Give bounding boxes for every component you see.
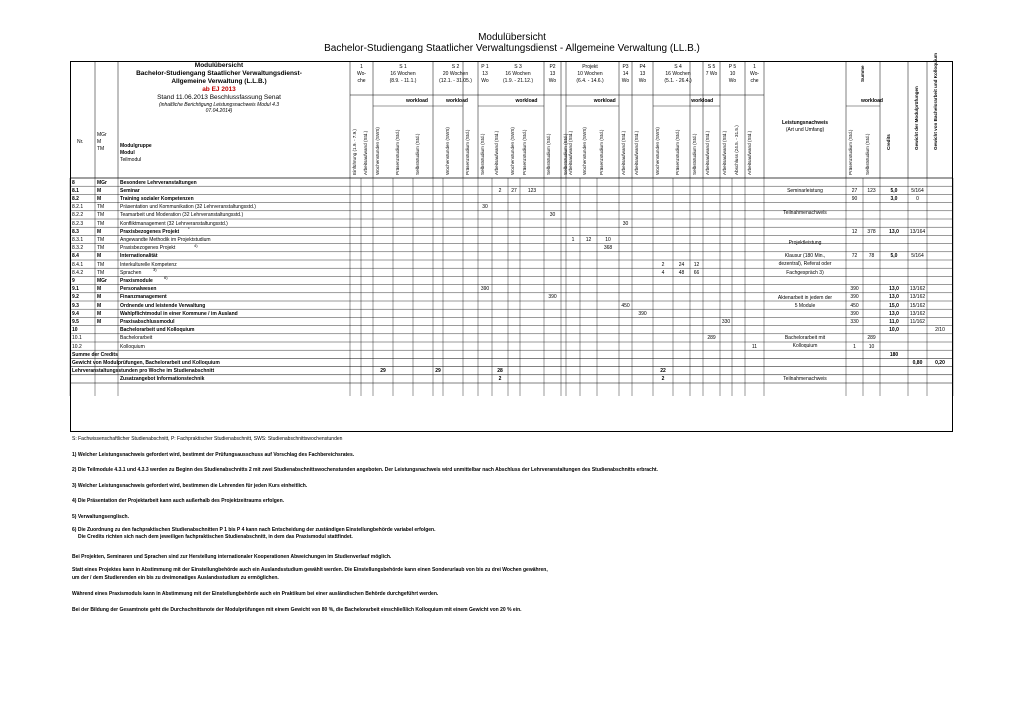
row-value-p4: 390 (638, 310, 647, 317)
row-value-credits: 5,0 (890, 187, 898, 194)
row-value-w2: 11 (751, 343, 758, 350)
ln-aktenarbeit-2: 5 Module (794, 303, 816, 309)
row-name: Personalwesen (120, 286, 157, 293)
row-value-pj_ss: 368 (603, 245, 613, 252)
phase-header-12-l3: Wo (728, 78, 737, 84)
row-value-sum_pr: 330 (850, 318, 859, 325)
column-header-vertical: Arbeitsaufwand (Std.) (747, 130, 752, 175)
row-kind: M (97, 318, 102, 325)
row-value-gew: 13/164 (909, 228, 926, 235)
ln-bachelorarbeit-2: Kolloquium (792, 343, 818, 349)
header-modul: Modul (120, 150, 135, 156)
phase-header-6-l3: Wo (548, 78, 557, 84)
row-value-gew: 11/162 (910, 318, 925, 325)
row-value-s3_pr: 27 (511, 187, 517, 194)
row-name: Konfliktmanagement (32 Lehrveranstaltungsstd.) (120, 220, 228, 227)
ln-klausur-3: Fachgespräch 3) (786, 270, 824, 277)
table-header-stand: Stand 11.06.2013 Beschlussfassung Senat (157, 94, 281, 101)
row-nr: 8.3.1 (72, 236, 84, 243)
phase-header-10-l2: 16 Wochen (665, 71, 691, 77)
phase-header-6-l1: P2 (549, 64, 556, 70)
row-name: Bachelorarbeit und Kolloquium (120, 327, 195, 334)
row-nr: 8.2.3 (72, 220, 84, 227)
phase-header-9-l1: P4 (639, 64, 646, 70)
column-header-vertical: Präsenzstudium (Std.) (599, 129, 604, 175)
row-nr: 9.5 (72, 318, 79, 325)
column-header-vertical: Selbststudium (Std.) (415, 133, 420, 175)
header-mgr: MGr (97, 132, 107, 138)
row-name: Sprachen (120, 269, 142, 276)
header-credits: Credits (886, 134, 891, 150)
row-value-gew: 5/164 (911, 253, 924, 260)
row-kind: TM (97, 261, 105, 268)
phase-header-7-l1: Projekt (582, 64, 598, 70)
phase-header-5-l1: S 3 (514, 64, 522, 70)
row-value-credits: 13,0 (889, 228, 899, 235)
row-value-sum_ss: 78 (868, 253, 875, 260)
phase-header-3-l3: (12.1. - 31.05.) (439, 78, 472, 84)
column-header-vertical: Präsenzstudium (Std.) (395, 129, 400, 175)
row-name: Praxismodule (120, 277, 153, 284)
row-name: Praxisabschlussmodul (120, 318, 175, 325)
column-header-vertical: Arbeitsaufwand (Std.) (634, 130, 639, 175)
phase-header-1-l1: 1 (360, 64, 363, 70)
footnote: Statt eines Projektes kann in Abstimmung mit der Einstellungbehörde auch ein Auslandsstudium gewählt werden. Die Einstellungsbehörde kann einen Sonderurlaub von bis zu drei Wochen gewähren, (72, 567, 548, 573)
phase-header-2-l2: 16 Wochen (390, 71, 416, 77)
row-value-p2: 30 (549, 212, 556, 219)
summary-value: 28 (497, 368, 503, 375)
header-leistungsnachweis: Leistungsnachweis (781, 120, 829, 126)
row-value-s4_pr: 24 (678, 261, 685, 268)
summary-value: 0,20 (935, 359, 945, 366)
header-tm: TM (97, 146, 105, 152)
workload-label-1: workload (446, 98, 468, 104)
row-kind: TM (97, 220, 105, 227)
row-name: Seminar (120, 187, 140, 194)
ln-teilnahmenachweis: Teilnahmenachweis (783, 209, 827, 216)
row-nr: 9.3 (72, 302, 79, 309)
column-header-vertical: Selbststudium (Std.) (692, 133, 697, 175)
row-nr: 10.2 (72, 343, 82, 350)
row-value-credits: 13,0 (889, 294, 899, 301)
footnote: 4) Die Präsentation der Projektarbeit kann auch außerhalb des Projektzeitraums erfolgen. (72, 498, 285, 504)
column-header-vertical: Präsenzstudium (Std.) (675, 129, 680, 175)
phase-header-4-l2: 13 (482, 71, 488, 77)
row-nr: 8.2 (72, 195, 79, 202)
column-header-vertical: Wochenstunden (SWS) (655, 127, 660, 175)
phase-header-2-l3: (8.9. - 11.1.) (389, 78, 417, 84)
row-value-sum_pr: 1 (853, 343, 856, 350)
table-header-subtitle-1: Bachelor-Studiengang Staatlicher Verwaltungsdienst- (136, 70, 302, 77)
row-kind: TM (97, 269, 105, 276)
phase-header-8-l1: P3 (622, 64, 629, 70)
row-nr: 9.2 (72, 294, 79, 301)
summary-value: 0,80 (912, 359, 923, 366)
phase-header-1-l3: che (357, 78, 366, 84)
summary-value: 29 (380, 368, 386, 375)
row-value-p2: 390 (548, 294, 557, 301)
phase-header-11-l1: S 5 (707, 64, 716, 70)
column-header-vertical: Einführung (1.9. - 7.9.) (352, 129, 357, 175)
row-value-pj_pr: 12 (585, 236, 592, 243)
row-nr: 8.4 (72, 253, 79, 260)
summary-value: 22 (660, 368, 666, 375)
row-value-pj_sws: 1 (571, 236, 575, 243)
table-header-stand-note-1: (inhaltliche Berichtigung Leistungsnachweis Modul 4.3 (158, 102, 280, 108)
summary-label: Summe der Credits (72, 351, 118, 358)
row-kind: M (97, 294, 102, 301)
row-value-sum_pr: 390 (850, 286, 859, 293)
phase-header-7-l2: 10 Wochen (577, 71, 603, 77)
phase-header-8-l3: Wo (621, 78, 630, 84)
column-header-vertical: Wochenstunden (SWS) (582, 127, 587, 175)
footnote: Während eines Praxismoduls kann in Abstimmung mit der Einstellungbehörde auch ein Praktikum bei einer ausländischen Behörde durchgeführt werden. (72, 591, 439, 597)
footnote: Bei der Bildung der Gesamtnote geht die Durchschnittsnote der Modulprüfungen mit einem Gewicht von 80 %, die Bachelorarbeit einschließlich Kolloquium mit einem Gewicht von 20 % ein. (72, 607, 522, 613)
row-kind: M (97, 253, 102, 260)
row-kind: M (97, 286, 102, 293)
header-modulgruppe: Modulgruppe (120, 143, 152, 149)
column-header-vertical: Arbeitsaufwand (Std.) (568, 130, 573, 175)
row-kind: MGr (97, 179, 107, 186)
row-nr: 8.4.2 (72, 269, 84, 276)
row-value-s4_sws: 2 (661, 261, 665, 268)
row-value-sum_pr: 390 (850, 294, 859, 301)
summary-label: Gewicht von Modulprüfungen, Bachelorarbeit und Kolloquium (72, 359, 220, 366)
phase-header-13-l3: che (750, 78, 759, 84)
phase-header-12-l2: 10 (729, 71, 736, 77)
row-name: Angewandte Methodik im Projektstudium (120, 236, 211, 243)
row-name: Teamarbeit und Moderation (32 Lehrveranstaltungsstd.) (120, 212, 244, 219)
row-kind: TM (97, 236, 105, 243)
phase-header-3-l1: S 2 (451, 64, 460, 70)
row-value-sum_ss: 10 (868, 343, 875, 350)
row-value-sum_pr: 12 (851, 228, 858, 235)
row-nr: 9.1 (72, 286, 79, 293)
column-header-vertical: Arbeitsaufwand (Std.) (705, 130, 710, 175)
row-name: Internationalität (120, 253, 158, 260)
row-value-sum_ss: 289 (867, 335, 876, 342)
row-value-sum_pr: 450 (850, 302, 859, 309)
row-value-s4_pr: 48 (678, 269, 685, 276)
header-summe: Summe (860, 65, 865, 82)
column-header-vertical: Abschluss (24.5. - 31.5.) (734, 125, 739, 175)
ln-aktenarbeit-1: Aktenarbeit in jedem der (777, 294, 833, 301)
row-value-p3: 30 (622, 220, 629, 227)
row-value-s3_sws: 2 (498, 187, 502, 194)
header-gewicht_bachelor: Gewicht von Bachelorarbeit und Kolloquium (933, 53, 938, 150)
row-kind: M (97, 228, 102, 235)
workload-label-5: workload (861, 98, 883, 104)
column-header-vertical: Arbeitsaufwand (Std.) (363, 130, 368, 175)
column-header-vertical: Selbststudium (Std.) (546, 133, 551, 175)
row-value-pj_ss: 10 (605, 236, 611, 243)
row-value-p3: 450 (621, 302, 630, 309)
row-name: Interkulturelle Kompetenz (120, 261, 177, 268)
row-name: Training sozialer Kompetenzen (120, 195, 194, 202)
row-value-credits: 3,0 (890, 195, 898, 202)
row-nr: 10 (72, 327, 78, 334)
header-leistungsnachweis-art: (Art und Umfang) (785, 127, 825, 133)
row-kind: TM (97, 204, 105, 211)
phase-header-6-l2: 13 (549, 71, 556, 77)
column-header-vertical: Wochenstunden (SWS) (445, 127, 450, 175)
row-kind: M (97, 195, 102, 202)
phase-header-11-l2: 7 Wo (705, 71, 718, 77)
row-value-gew: 13/162 (909, 294, 926, 301)
phase-header-10-l3: (5.1. - 26.4.) (664, 78, 692, 84)
footnote: S: Fachwissenschaftlicher Studienabschnitt, P: Fachpraktischer Studienabschnitt, SWS: Studienabschnittswochenstunden (72, 436, 343, 442)
row-value-p1: 30 (482, 204, 488, 211)
phase-header-1-l2: Wo- (356, 71, 367, 77)
row-value-credits: 11,0 (889, 318, 899, 325)
row-nr: 8.4.1 (72, 261, 84, 268)
phase-header-13-l2: Wo- (749, 71, 760, 77)
row-value-gew: 15/162 (909, 302, 926, 309)
row-kind: TM (97, 245, 105, 252)
footnote: 2) Die Teilmodule 4.3.1 und 4.3.3 werden zu Beginn des Studienabschnitts 2 mit zwei Studienabschnittswochenstunden angeboten. Der Leistungsnachweis wird unmittelbar nach Abschluss der Lehrveranstaltungen des Studienabschnitts erbracht. (72, 467, 658, 473)
row-value-gew: 5/164 (911, 187, 924, 194)
row-nr: 9.4 (72, 310, 79, 317)
row-kind: M (97, 302, 102, 309)
row-name: Kolloquium (120, 343, 145, 350)
ln-klausur-1: Klausur (180 Min., (784, 252, 826, 259)
column-header-vertical: Arbeitsaufwand (Std.) (494, 130, 499, 175)
row-name: Bachelorarbeit (120, 335, 153, 342)
ln-bachelorarbeit-1: Bachelorarbeit mit (784, 334, 826, 341)
row-value-s4_ss: 66 (693, 269, 700, 276)
row-value-s3_ss: 123 (527, 187, 537, 194)
row-value-gew: 13/162 (909, 310, 926, 317)
table-header-block (96, 62, 342, 114)
row-name: Finanzmanagement (120, 294, 167, 301)
sup-r9: 6) (164, 275, 168, 281)
phase-header-2-l1: S 1 (399, 64, 407, 70)
page-subtitle: Bachelor-Studiengang Staatlicher Verwaltungsdienst - Allgemeine Verwaltung (LL.B.) (324, 43, 700, 54)
footnote: 5) Verwaltungsenglisch. (72, 514, 129, 520)
phase-header-7-l3: (6.4. - 14.6.) (576, 78, 604, 84)
summary-label: Zusatzangebot Informationstechnik (120, 376, 205, 383)
ln-teilnahmenachweis-2: Teilnahmenachweis (783, 376, 827, 383)
column-header-vertical: Selbststudium (Std.) (480, 133, 485, 175)
row-nr: 9 (72, 277, 75, 284)
row-value-s4_sws: 4 (661, 269, 665, 276)
header-nr: Nr. (77, 139, 84, 145)
column-header-vertical: Selbststudium (Std.) (865, 133, 870, 175)
header-m: M (97, 139, 102, 145)
table-header-stand-note-2: 07.04.2014) (205, 108, 233, 114)
column-header-vertical: Präsenzstudium (Std.) (522, 129, 527, 175)
footnote: um der / dem Studierenden ein bis zu dreimonatiges Auslandsstudium zu ermöglichen. (72, 575, 279, 581)
row-value-s5: 289 (707, 335, 716, 342)
row-name: Ordnende und leistende Verwaltung (120, 302, 206, 309)
row-kind: M (97, 187, 102, 194)
column-header-vertical: Selbststudium (Std.) (563, 133, 568, 175)
column-header-vertical: Arbeitsaufwand (Std.) (722, 130, 727, 175)
row-name: Präsentation und Kommunikation (32 Lehrveranstaltungsstd.) (120, 204, 256, 211)
row-value-credits: 10,0 (889, 327, 899, 334)
row-name: Wahlpflichtmodul in einer Kommune / im Ausland (120, 310, 238, 317)
row-name: Praxisbezogenes Projekt (120, 228, 180, 235)
phase-header-13-l1: 1 (753, 64, 756, 70)
row-value-sum_pr: 90 (851, 195, 858, 202)
column-header-vertical: Präsenzstudium (Std.) (465, 129, 470, 175)
footnote: 6) Die Zuordnung zu den fachpraktischen Studienabschnitten P 1 bis P 4 kann nach Entscheidung der zuständigen Einstellungbehörde variabel erfolgen. (72, 527, 436, 533)
row-kind: M (97, 310, 102, 317)
row-nr: 10.1 (72, 335, 82, 342)
column-header-vertical: Wochenstunden (SWS) (510, 127, 515, 175)
table-header-ab: ab EJ 2013 (202, 86, 236, 93)
row-nr: 8.3 (72, 228, 79, 235)
row-kind: TM (97, 212, 105, 219)
summary-label: Lehrveranstaltungsstunden pro Woche im Studienabschnitt (72, 368, 215, 375)
row-name: Besondere Lehrveranstaltungen (120, 179, 197, 186)
footnote: Bei Projekten, Seminaren und Sprachen sind zur Herstellung internationaler Kooperationen Abweichungen im Studienverlauf möglich. (72, 554, 392, 560)
footnote: 3) Welcher Leistungsnachweis gefordert wird, bestimmen die Lehrenden für jeden Kurs einheitlich. (72, 483, 308, 489)
table-header-subtitle-2: Allgemeine Verwaltung (L.L.B.) (171, 78, 267, 85)
row-value-credits: 5,0 (890, 253, 898, 260)
phase-header-9-l2: 13 (639, 71, 646, 77)
summary-value: 29 (435, 368, 441, 375)
phase-header-12-l1: P 5 (728, 64, 737, 70)
sup-r842: 3) (153, 267, 157, 273)
ln-klausur-2: dezentral), Referat oder (778, 261, 832, 267)
row-nr: 8.2.1 (72, 204, 84, 211)
row-kind: MGr (97, 277, 107, 284)
phase-header-4-l1: P 1 (481, 64, 489, 70)
sup-r83: * (188, 226, 190, 232)
summary-value: 180 (889, 351, 899, 358)
phase-header-8-l2: 14 (622, 71, 629, 77)
phase-header-3-l2: 20 Wochen (442, 71, 469, 77)
phase-header-5-l3: (1.9. - 21.12.) (502, 78, 533, 84)
row-nr: 8.3.2 (72, 245, 84, 252)
footnote: 1) Welcher Leistungsnachweis gefordert wird, bestimmt der Prüfungsausschuss auf Vorschlag des Fachbereichsrates. (72, 452, 355, 458)
workload-label-0: workload (406, 98, 428, 104)
row-value-gew: 13/162 (909, 286, 926, 293)
table-header-title: Modulübersicht (194, 62, 244, 69)
row-name: Praxisbezogenes Projekt (120, 245, 176, 252)
row-value-p1: 390 (480, 286, 490, 293)
summary-value: 2 (498, 376, 502, 383)
column-header-vertical: Präsenzstudium (Std.) (848, 129, 853, 175)
row-value-sum_ss: 378 (867, 228, 876, 235)
row-value-gew: 0 (916, 195, 919, 202)
row-leistungsnachweis: Seminarleistung (787, 187, 823, 194)
row-value-sum_pr: 27 (851, 187, 858, 194)
row-value-s4_ss: 12 (693, 261, 700, 268)
phase-header-10-l1: S 4 (674, 64, 682, 70)
row-nr: 8 (72, 179, 75, 186)
row-value-sum_ss: 123 (867, 187, 876, 194)
column-header-vertical: Arbeitsaufwand (Std.) (621, 130, 626, 175)
phase-header-4-l3: Wo (481, 78, 489, 84)
row-value-credits: 15,0 (889, 302, 899, 309)
row-value-sum_pr: 72 (851, 253, 858, 260)
row-value-gew2: 2/10 (935, 327, 945, 334)
row-value-sum_pr: 390 (850, 310, 859, 317)
footnote: Die Credits richten sich nach dem jeweiligen fachpraktischen Studienabschnitt, in dem das Praxismodul stattfindet. (78, 534, 353, 540)
page-title: Modulübersicht (478, 32, 546, 43)
phase-header-5-l2: 16 Wochen (505, 71, 531, 77)
row-value-credits: 13,0 (889, 286, 899, 293)
workload-label-3: workload (593, 98, 616, 104)
row-value-p5: 330 (721, 318, 731, 325)
header-teilmodul: Teilmodul (120, 157, 142, 163)
header-gewicht_modul: Gewicht der Modulprüfungen (914, 86, 919, 150)
phase-header-9-l3: Wo (638, 78, 647, 84)
workload-label-4: workload (691, 98, 714, 104)
row-value-credits: 13,0 (889, 310, 899, 317)
workload-label-2: workload (515, 98, 538, 104)
summary-value: 2 (661, 376, 665, 383)
sup-r832: 4) (194, 242, 198, 248)
row-nr: 8.1 (72, 187, 79, 194)
row-nr: 8.2.2 (72, 212, 84, 219)
column-header-vertical: Wochenstunden (SWS) (375, 127, 380, 175)
ln-projektleistung: Projektleistung (788, 239, 822, 246)
